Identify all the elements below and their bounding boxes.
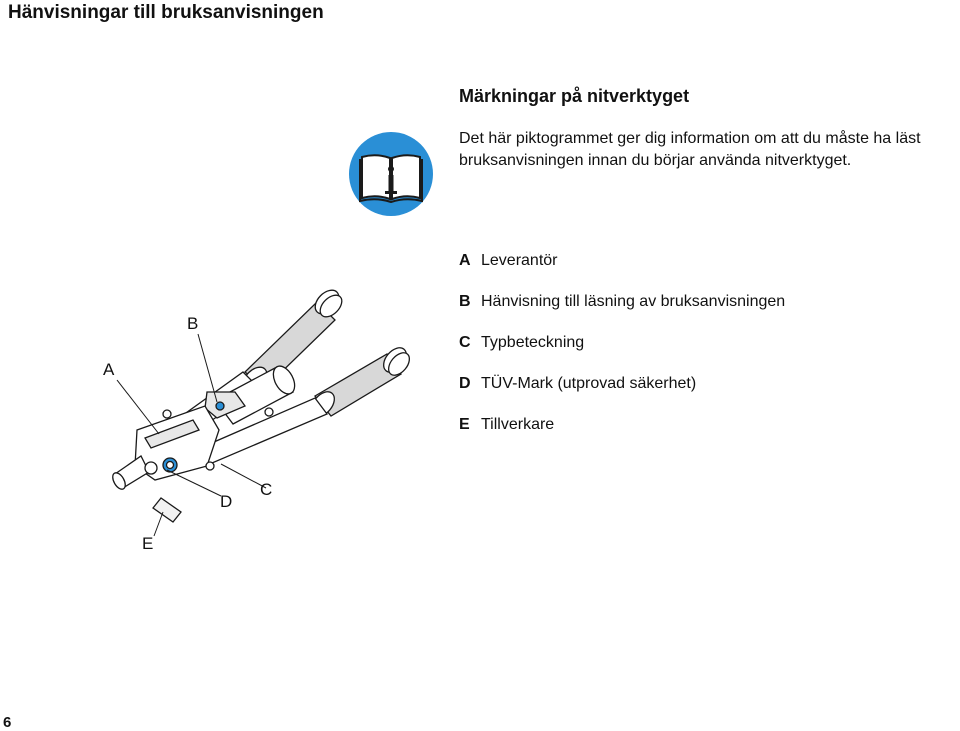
callout-e: E <box>142 534 154 553</box>
legend-key-a: A <box>459 252 471 269</box>
callout-c: C <box>260 480 273 499</box>
page-number: 6 <box>3 714 12 731</box>
legend-key-d: D <box>459 375 471 392</box>
leader-line-e <box>154 512 163 536</box>
page-header-title: Hänvisningar till bruksanvisningen <box>8 2 324 23</box>
intro-line-1: Det här piktogrammet ger dig information om att du måste ha läst <box>459 130 921 147</box>
legend-item-e <box>459 415 959 456</box>
legend-item-a <box>459 251 959 292</box>
callout-d: D <box>220 492 233 511</box>
legend-text-c: Typbeteckning <box>481 334 585 351</box>
legend-item-c <box>459 333 959 374</box>
callout-a: A <box>103 360 115 379</box>
legend-text-b: Hänvisning till läsning av bruksanvisningen <box>481 293 786 310</box>
intro-line-2: bruksanvisningen innan du börjar använda nitverktyget. <box>459 152 852 169</box>
legend-list <box>459 251 959 456</box>
leader-line-a <box>117 380 159 434</box>
section-title: Märkningar på nitverktyget <box>459 86 690 106</box>
legend-text-a: Leverantör <box>481 252 558 269</box>
legend-key-e: E <box>459 416 470 433</box>
manual-read-instructions-icon <box>348 131 434 217</box>
legend-text-e: Tillverkare <box>481 416 555 433</box>
legend-text-d: TÜV-Mark (utprovad säkerhet) <box>481 375 697 392</box>
legend-key-c: C <box>459 334 471 351</box>
leader-line-d <box>167 470 221 496</box>
callout-b: B <box>187 314 199 333</box>
intro-paragraph <box>459 128 959 172</box>
legend-key-b: B <box>459 293 471 310</box>
legend-item-d <box>459 374 959 415</box>
legend-item-b <box>459 292 959 333</box>
riveting-tool-illustration <box>95 280 425 560</box>
